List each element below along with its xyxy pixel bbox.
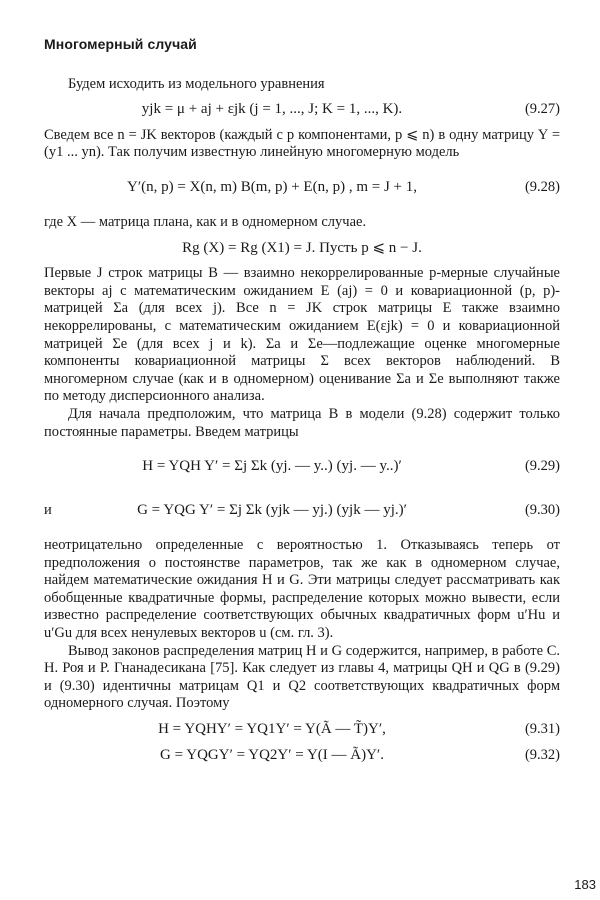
paragraph-3: Первые J строк матрицы B — взаимно некоррелированные p-мерные случайные векторы aj с математическим ожиданием E (aj) = 0 и ковариационной (p, p)-матрицей Σa (для всех j). Все n = JK строк матрицы E также взаимно некоррелированы, с математическим ожиданием E(εjk) = 0 и ковариационной матрицей Σe (для всех j и k). Σa и Σe—подлежащие оценке многомерные компоненты ковариационной матрицы Σ всех векторов наблюдений. В многомерном случае (как и в одномерном) оценивание Σa и Σe выполняют также по методу дисперсионного анализа. <box>44 265 560 405</box>
equation-9-29 <box>44 449 560 485</box>
equation-rank <box>44 240 560 258</box>
equation-number: (9.29) <box>524 458 560 475</box>
equation-body: G = YQG Y′ = Σj Σk (yjk — yj.) (yjk — yj.)′ <box>137 502 407 519</box>
equation-number: (9.31) <box>524 721 560 738</box>
equation-body: Rg (X) = Rg (X1) = J. Пусть p ⩽ n − J. <box>182 239 422 256</box>
equation-number: (9.27) <box>524 101 560 118</box>
equation-number: (9.30) <box>524 502 560 519</box>
document-page <box>44 36 560 876</box>
equation-body: yjk = μ + aj + εjk (j = 1, ..., J; K = 1, ..., K). <box>141 101 403 118</box>
equation-9-27 <box>44 101 560 119</box>
paragraph-5: неотрицательно определенные с вероятностью 1. Отказываясь теперь от предположения о постоянстве параметров, так же как в одномерном случае, найдем математические ожидания H и G. Эти матрицы следует рассматривать как обобщенные квадратичные формы, распределение которых можно вывести, если известно распределение соответствующих обычных квадратичных форм u′Hu и u′Gu для всех ненулевых векторов u (см. гл. 3). <box>44 537 560 642</box>
conjunction-label: и <box>44 502 52 519</box>
equation-body: H = YQHY′ = YQ1Y′ = Y(Ã — T̃)Y′, <box>158 721 386 738</box>
page-number: 183 <box>574 877 596 892</box>
section-heading: Многомерный случай <box>44 36 197 52</box>
intro-text: Будем исходить из модельного уравнения <box>68 75 325 92</box>
equation-body: Y′(n, p) = X(n, m) B(m, p) + E(n, p) , m = J + 1, <box>126 179 417 196</box>
equation-9-28 <box>44 170 560 206</box>
equation-body: G = YQGY′ = YQ2Y′ = Y(I — Ã)Y′. <box>160 746 384 763</box>
equation-9-31 <box>44 721 560 739</box>
equation-number: (9.32) <box>524 746 560 763</box>
paragraph-1: Сведем все n = JK векторов (каждый с p компонентами, p ⩽ n) в одну матрицу Y = (y1 ... yn). Так получим известную линейную многомерную модель <box>44 126 560 161</box>
equation-body: H = YQH Y′ = Σj Σk (yj. — y..) (yj. — y..)′ <box>142 458 402 475</box>
paragraph-6: Вывод законов распределения матриц H и G содержится, например, в работе С. Н. Роя и Р. Гнанадесикана [75]. Как следует из главы 4, матрицы QH и QG в (9.29) и (9.30) идентичны матрицам Q1 и Q2 соответствующих квадратичных форм одномерного случая. Поэтому <box>44 642 560 712</box>
paragraph-2: где X — матрица плана, как и в одномерном случае. <box>44 213 367 230</box>
equation-9-30 <box>44 493 560 529</box>
equation-9-32 <box>44 747 560 765</box>
paragraph-4: Для начала предположим, что матрица B в модели (9.28) содержит только постоянные параметры. Введем матрицы <box>44 405 560 440</box>
equation-number: (9.28) <box>524 179 560 196</box>
